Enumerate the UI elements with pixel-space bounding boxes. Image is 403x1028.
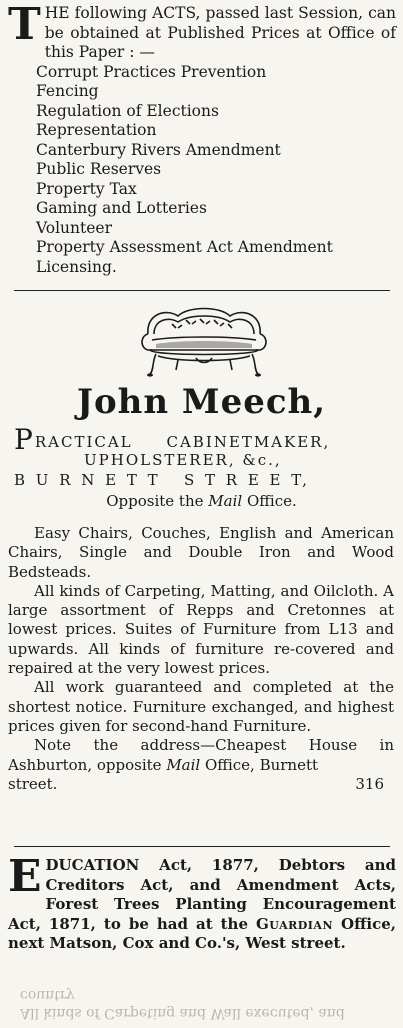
edu-text: DUCATION Act, 1877, Debtors and Creditors Act, and Amendment Acts, Forest Trees Planting Encouragement Act, 1871, to be had at the — [8, 856, 396, 933]
acts-dropcap: T — [8, 0, 41, 50]
section-divider — [14, 846, 390, 847]
sofa-illustration-icon — [138, 300, 270, 378]
trade-line-address: B U R N E T T S T R E E T, — [14, 471, 310, 489]
acts-list-item: Corrupt Practices Prevention — [36, 62, 267, 81]
acts-list-item: Public Reserves — [36, 160, 162, 178]
acts-list-item: Property Tax — [36, 179, 137, 198]
trade-line-cabinetmaker — [14, 423, 394, 456]
acts-list-item: Canterbury Rivers Amendment — [36, 140, 281, 159]
opposite-text: Opposite the — [106, 492, 209, 510]
guardian-name: Guardian — [256, 914, 334, 933]
meech-body — [8, 524, 394, 794]
acts-list-item: Fencing — [36, 82, 99, 100]
opposite-italic: Mail — [208, 492, 243, 510]
acts-intro — [8, 0, 396, 63]
acts-list-item: Licensing. — [36, 257, 117, 276]
trade-line-1-text: RACTICAL CABINETMAKER, — [34, 433, 331, 451]
trade-dropcap: P — [14, 423, 35, 456]
acts-list-item: Regulation of Elections — [36, 101, 219, 120]
acts-list-item: Representation — [36, 121, 157, 139]
meech-closing — [8, 775, 394, 794]
meech-paragraph: Easy Chairs, Couches, English and American Chairs, Single and Double Iron and Wood Bedsteads. — [8, 524, 394, 581]
advertiser-name: John Meech, — [76, 382, 327, 422]
edu-dropcap: E — [8, 851, 42, 902]
address-text-end: Office, Burnett — [200, 755, 319, 774]
opposite-mail-office — [0, 491, 403, 511]
address-last-line: street. — [8, 774, 58, 793]
edu-text-end: Office, next Matson, Cox and Co.'s, West street. — [8, 914, 396, 952]
meech-paragraph — [8, 736, 394, 775]
meech-paragraph: All kinds of Carpeting, Matting, and Oilcloth. A large assortment of Repps and Cretonnes at lowest prices. Suites of Furniture from L13 and upwards. All kinds of furniture re-covered and repaired at the very lowest prices. — [8, 581, 394, 678]
opposite-text-end: Office. — [242, 492, 297, 510]
acts-list — [8, 63, 396, 278]
acts-intro-text: HE following ACTS, passed last Session, can be obtained at Published Prices at Office of this Paper : — — [44, 4, 396, 61]
acts-list-item: Property Assessment Act Amendment — [36, 238, 333, 256]
education-advertisement — [8, 851, 396, 954]
section-divider — [14, 290, 390, 291]
meech-paragraph: All work guaranteed and completed at the shortest notice. Furniture exchanged, and highest prices given for second-hand Furniture. — [8, 678, 394, 735]
address-italic: Mail — [166, 755, 201, 774]
ad-reference-number: 316 — [355, 774, 384, 793]
bleed-through-text: All kinds of Carpeting and Wall executed, and country — [20, 987, 345, 1021]
address-text: Note the address—Cheapest House in Ashburton, opposite — [8, 736, 394, 774]
acts-advertisement — [8, 0, 396, 277]
acts-list-item: Gaming and Lotteries — [36, 199, 207, 217]
trade-line-upholsterer: UPHOLSTERER, &c., — [84, 451, 282, 469]
acts-list-item: Volunteer — [36, 218, 113, 237]
